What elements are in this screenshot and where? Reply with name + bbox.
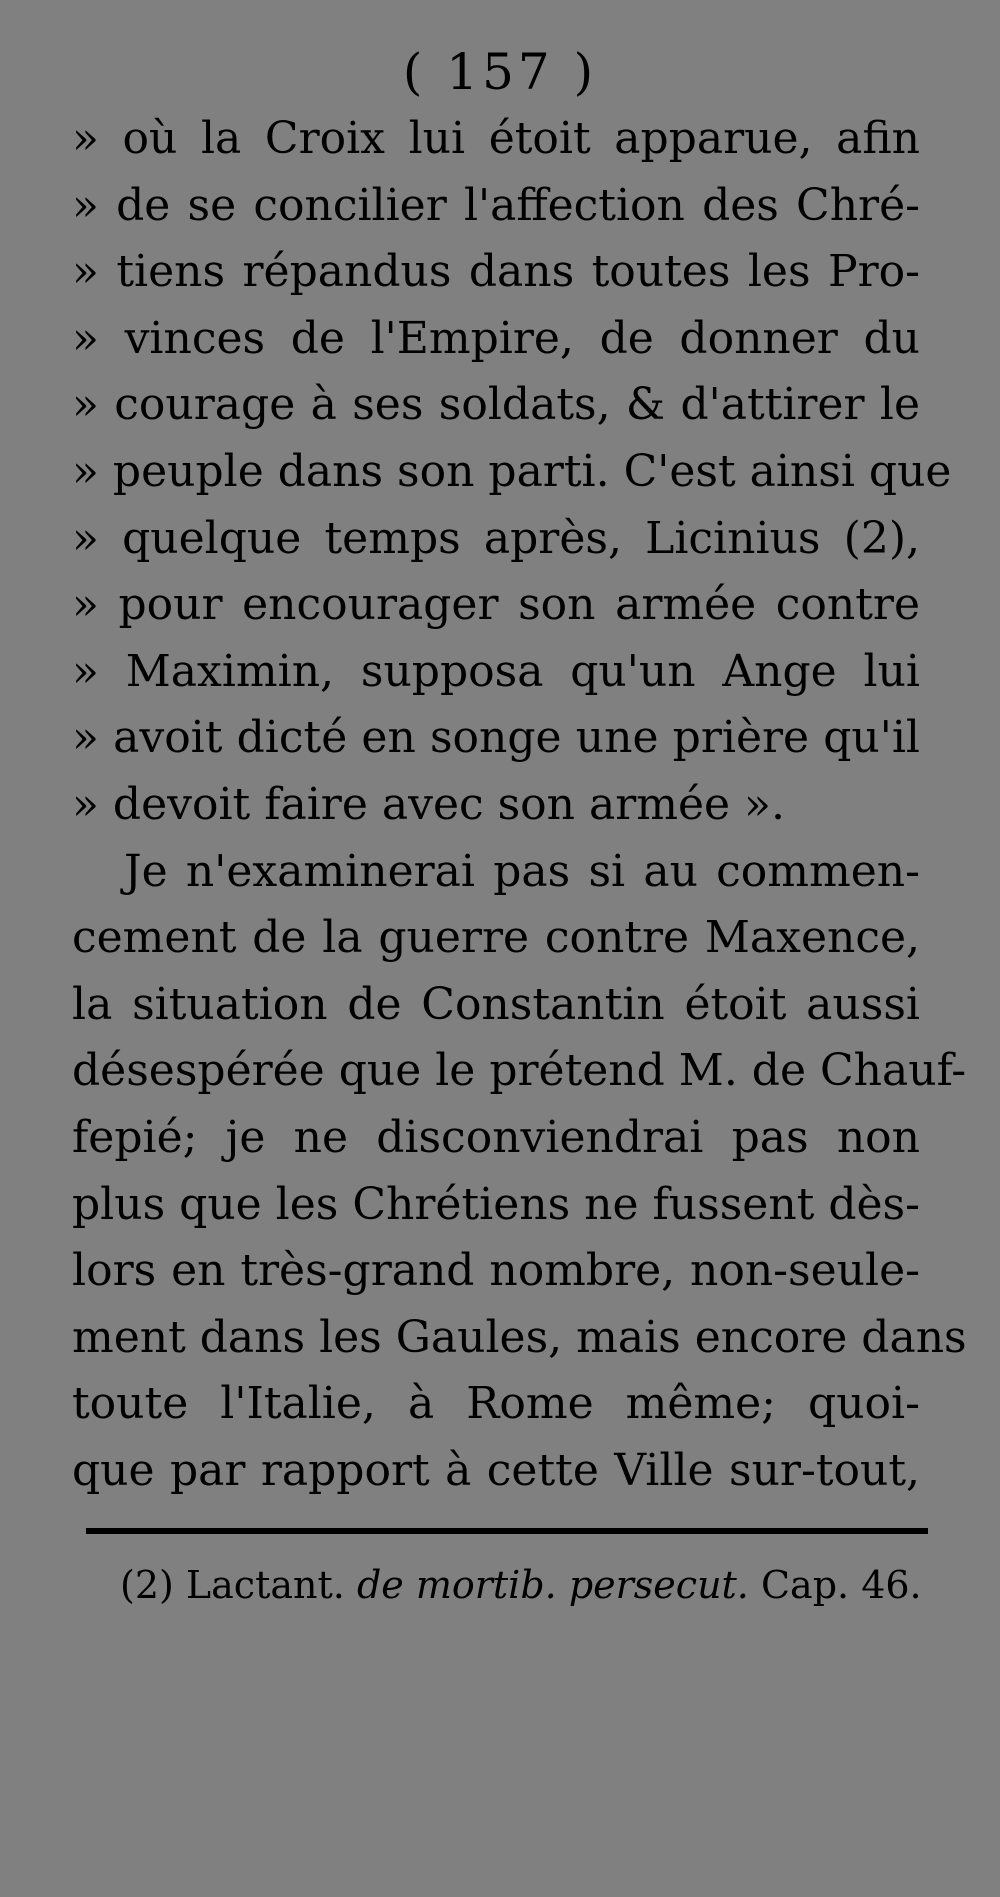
- footnote-author: Lactant.: [185, 1563, 345, 1607]
- footnote-title: de mortib. persecut.: [356, 1563, 749, 1607]
- text-line: toute l'Italie, à Rome même; quoi-: [72, 1378, 920, 1430]
- text-line: » tiens répandus dans toutes les Pro-: [72, 246, 920, 298]
- body-text: [72, 106, 967, 1504]
- paragraph-first-line: Je n'examinerai pas si au commen-: [124, 845, 920, 897]
- text-line: cement de la guerre contre Maxence,: [72, 912, 920, 964]
- text-line: » de se concilier l'affection des Chré-: [72, 179, 920, 231]
- text-line: » peuple dans son parti. C'est ainsi que: [72, 445, 952, 497]
- footnote-marker: (2): [120, 1563, 174, 1607]
- text-line: » où la Croix lui étoit apparue, afin: [72, 113, 920, 164]
- footnote-reference: Cap. 46.: [760, 1563, 922, 1607]
- footnote: [120, 1560, 920, 1610]
- text-line: » courage à ses soldats, & d'attirer le: [72, 379, 920, 431]
- text-line: » pour encourager son armée contre: [72, 579, 920, 631]
- text-line: désespérée que le prétend M. de Chauf-: [72, 1045, 967, 1097]
- footnote-divider: [86, 1528, 928, 1534]
- text-line: plus que les Chrétiens ne fussent dès-: [72, 1178, 920, 1230]
- text-line: » devoit faire avec son armée ».: [72, 778, 785, 830]
- text-line: fepié; je ne disconviendrai pas non: [72, 1111, 920, 1163]
- text-line: lors en très-grand nombre, non-seule-: [72, 1245, 920, 1297]
- text-line: » quelque temps après, Licinius (2),: [72, 512, 920, 564]
- text-line: ment dans les Gaules, mais encore dans: [72, 1311, 967, 1363]
- text-line: » Maximin, supposa qu'un Ange lui: [72, 645, 920, 697]
- text-line: que par rapport à cette Ville sur-tout,: [72, 1444, 920, 1496]
- page-number: ( 157 ): [402, 43, 598, 101]
- text-line: la situation de Constantin étoit aussi: [72, 978, 920, 1030]
- text-line: » avoit dicté en songe une prière qu'il: [72, 712, 920, 764]
- text-line: » vinces de l'Empire, de donner du: [72, 312, 920, 364]
